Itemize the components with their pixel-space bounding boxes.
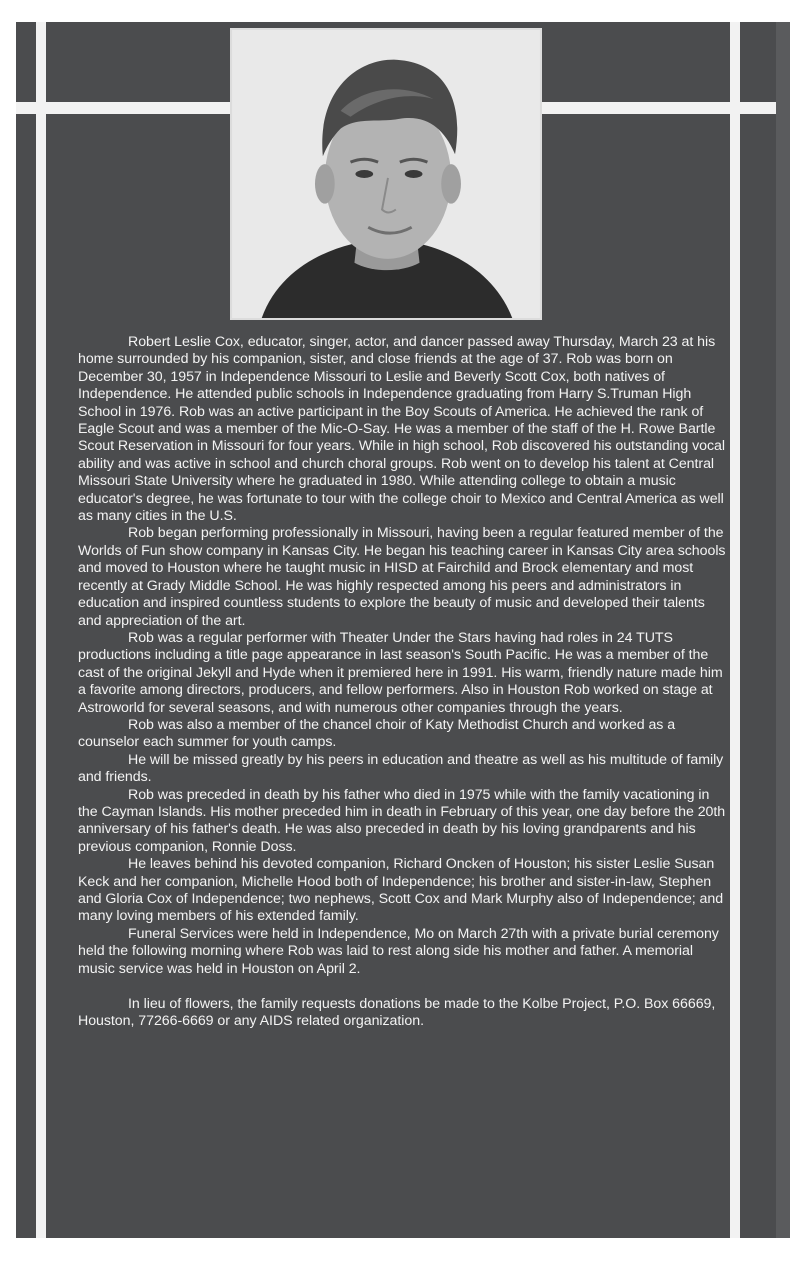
- paragraph-church: Rob was also a member of the chancel choir of Katy Methodist Church and worked as a counselor each summer for youth camps.: [78, 716, 676, 751]
- paragraph-biography: Robert Leslie Cox, educator, singer, actor, and dancer passed away Thursday, March 23 at his home surrounded by his companion, sister, and close friends at the age of 37. Rob was born on December 30, 1957 in Independence Missouri to Leslie and Beverly Scott Cox, both natives of Independence. He attended public schools in Independence graduating from Harry S.Truman High School in 1976. Rob was an active participant in the Boy Scouts of America. He achieved the rank of Eagle Scout and was a member of the Mic-O-Say. He was a member of the staff of the H. Rowe Bartle Scout Reservation in Missouri for four years. While in high school, Rob discovered his outstanding vocal ability and was active in school and church choral groups. Rob went on to develop his talent at Central Missouri State University where he graduated in 1980. While attending college to obtain a music educator's degree, he was fortunate to tour with the college choir to Mexico and Central America as well as many cities in the U.S.: [78, 334, 725, 525]
- portrait-image: [232, 30, 540, 318]
- vertical-rule-right: [730, 22, 740, 1238]
- paragraph-theater: Rob was a regular performer with Theater Under the Stars having had roles in 24 TUTS productions including a title page appearance in last season's South Pacific. He was a member of the cast of the original Jekyll and Hyde when it premiered here in 1991. His warm, friendly nature made him a favorite among directors, producers, and fellow performers. Also in Houston Rob worked on stage at Astroworld for several seasons, and with numerous other companies through the years.: [78, 629, 723, 716]
- paragraph-donations: In lieu of flowers, the family requests donations be made to the Kolbe Project, P.O. Box 66669, Houston, 77266-6669 or any AIDS related organization.: [78, 996, 716, 1030]
- page-edge-strip: [776, 22, 790, 1238]
- memorial-sheet: [16, 22, 790, 1238]
- paragraph-missed: He will be missed greatly by his peers in education and theatre as well as his multitude of family and friends.: [78, 751, 724, 786]
- obituary-text: [78, 334, 730, 1031]
- paragraph-career: Rob began performing professionally in Missouri, having been a regular featured member of the Worlds of Fun show company in Kansas City. He began his teaching career in Kansas City area schools and moved to Houston where he taught music in HISD at Fairchild and Brock elementary and most recently at Grady Middle School. He was highly respected among his peers and administrators in education and inspired countless students to explore the beauty of music and developed their talents and appreciation of the art.: [78, 525, 726, 629]
- vertical-rule-left: [36, 22, 46, 1238]
- paragraph-services: Funeral Services were held in Independence, Mo on March 27th with a private burial ceremony held the following morning where Rob was laid to rest along side his mother and father. A memorial music service was held in Houston on April 2.: [78, 925, 719, 977]
- portrait-photo: [230, 28, 542, 320]
- paragraph-preceded: Rob was preceded in death by his father who died in 1975 while with the family vacationing in the Cayman Islands. His mother preceded him in death in February of this year, one day before the 20th anniversary of his father's death. He was also preceded in death by his loving grandparents and his previous companion, Ronnie Doss.: [78, 786, 726, 855]
- paragraph-survivors: He leaves behind his devoted companion, Richard Oncken of Houston; his sister Leslie Susan Keck and her companion, Michelle Hood both of Independence; his brother and sister-in-law, Stephen and Gloria Cox of Independence; two nephews, Scott Cox and Mark Murphy also of Independence; and many loving members of his extended family.: [78, 856, 724, 925]
